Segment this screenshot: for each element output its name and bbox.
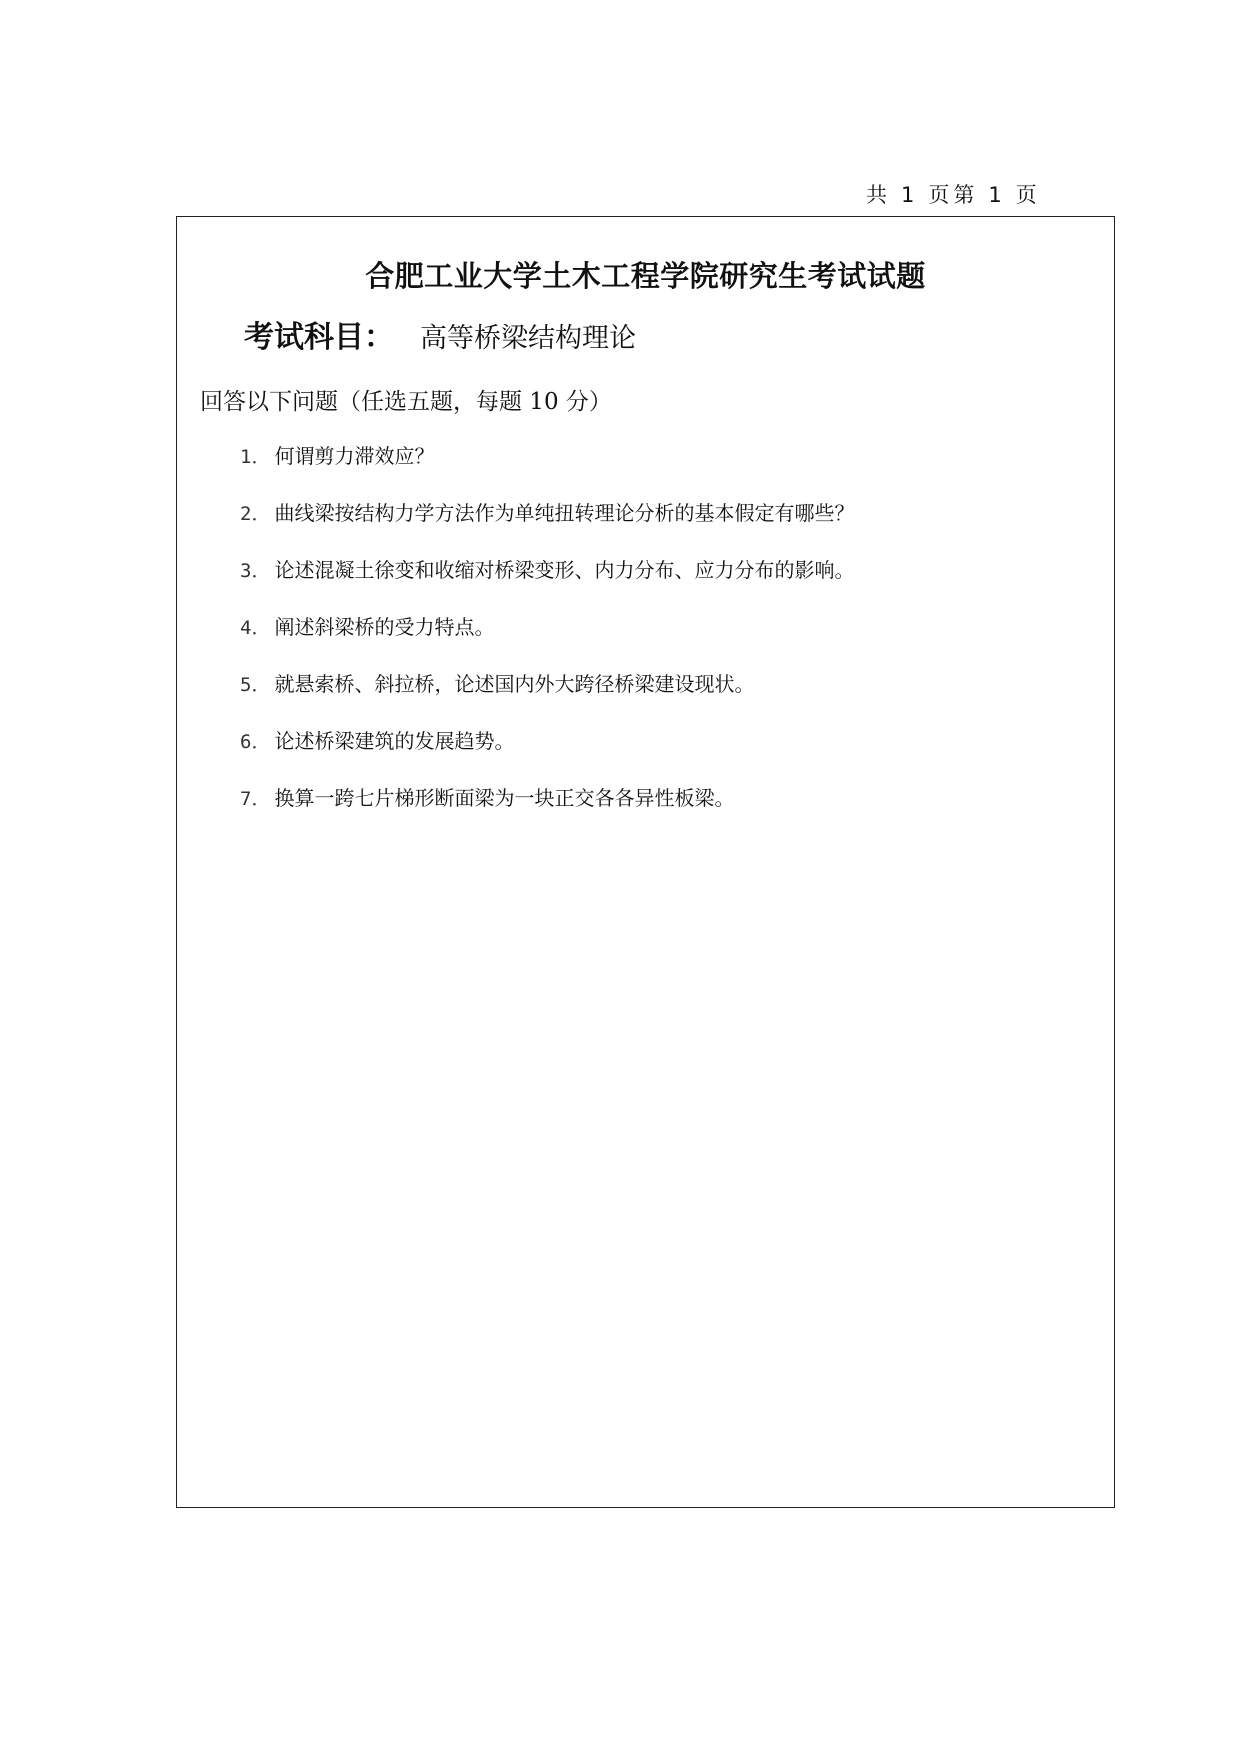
subject-value: 高等桥梁结构理论 [420, 323, 636, 354]
subject-label: 考试科目： [244, 320, 394, 355]
question-item [240, 552, 854, 609]
subject-line [244, 316, 636, 364]
question-item [240, 666, 854, 723]
page-counter-current-page: 1 [988, 183, 1002, 207]
question-number: 7． [240, 788, 271, 810]
question-item [240, 780, 854, 837]
question-text: 曲线梁按结构力学方法作为单纯扭转理论分析的基本假定有哪些？ [274, 501, 855, 525]
page-counter [866, 181, 1076, 209]
question-text: 论述混凝土徐变和收缩对桥梁变形、内力分布、应力分布的影响。 [274, 558, 855, 582]
question-item [240, 495, 854, 552]
question-number: 6． [240, 731, 271, 753]
question-item [240, 609, 854, 666]
question-number: 5． [240, 674, 271, 696]
page-counter-current-suffix: 页 [1015, 183, 1037, 207]
question-item [240, 723, 854, 780]
question-number: 4． [240, 617, 271, 639]
instructions: 回答以下问题（任选五题，每题 10 分） [200, 389, 612, 415]
question-list [240, 438, 854, 837]
question-text: 换算一跨七片梯形断面梁为一块正交各各异性板梁。 [274, 786, 735, 810]
page-counter-current-prefix: 第 [953, 183, 975, 207]
page-counter-total-pages: 1 [901, 183, 915, 207]
question-text: 论述桥梁建筑的发展趋势。 [274, 729, 515, 753]
exam-title: 合肥工业大学土木工程学院研究生考试试题 [365, 259, 926, 293]
question-number: 2． [240, 503, 271, 525]
page-counter-total-suffix: 页 [928, 183, 950, 207]
question-number: 1． [240, 446, 271, 468]
page-counter-total-prefix: 共 [866, 183, 887, 207]
question-text: 就悬索桥、斜拉桥，论述国内外大跨径桥梁建设现状。 [274, 672, 755, 696]
question-text: 何谓剪力滞效应？ [274, 444, 435, 468]
question-item [240, 438, 854, 495]
question-number: 3． [240, 560, 271, 582]
question-text: 阐述斜梁桥的受力特点。 [274, 615, 495, 639]
